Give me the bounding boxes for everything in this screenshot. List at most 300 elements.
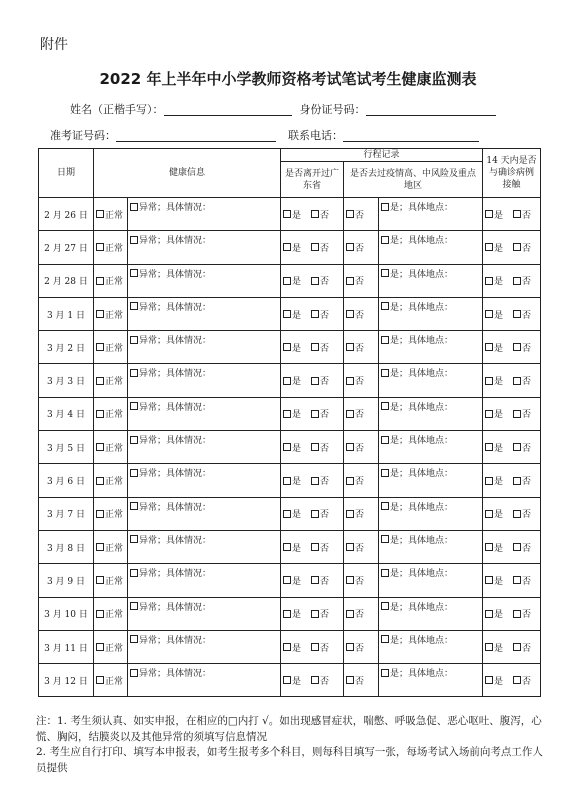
risk-area-no-checkbox[interactable] xyxy=(346,210,354,218)
contact-yes-checkbox[interactable] xyxy=(485,610,493,618)
date-cell: 3 月 7 日 xyxy=(39,497,94,530)
contact-options xyxy=(483,397,541,430)
abnormal-option[interactable] xyxy=(128,198,281,231)
contact-options xyxy=(483,597,541,630)
option-label: 异常；具体情况： xyxy=(139,635,212,646)
option-label: 是 xyxy=(292,643,302,654)
option-label: 异常；具体情况： xyxy=(139,302,212,313)
contact-no-checkbox[interactable] xyxy=(513,510,521,518)
option-label: 正常 xyxy=(105,643,124,654)
normal-option[interactable] xyxy=(94,431,128,464)
risk-area-no-option[interactable] xyxy=(344,630,379,663)
normal-option[interactable] xyxy=(94,264,128,297)
normal-option[interactable] xyxy=(94,331,128,364)
option-label: 否 xyxy=(355,277,365,288)
risk-area-yes-option[interactable] xyxy=(379,264,483,297)
abnormal-option[interactable] xyxy=(128,397,281,430)
abnormal-checkbox[interactable] xyxy=(130,369,138,377)
option-label: 是 xyxy=(292,343,302,354)
risk-area-yes-checkbox[interactable] xyxy=(381,569,389,577)
risk-area-no-checkbox[interactable] xyxy=(346,510,354,518)
normal-option[interactable] xyxy=(94,664,128,697)
risk-area-no-checkbox[interactable] xyxy=(346,576,354,584)
attachment-label: 附件 xyxy=(40,37,68,53)
option-label: 否 xyxy=(320,410,330,421)
risk-area-yes-option[interactable] xyxy=(379,497,483,530)
risk-area-yes-option[interactable] xyxy=(379,564,483,597)
left-guangdong-options xyxy=(281,198,344,231)
risk-area-no-option[interactable] xyxy=(344,397,379,430)
risk-area-yes-option[interactable] xyxy=(379,464,483,497)
left-guangdong-yes-checkbox[interactable] xyxy=(283,243,291,251)
option-label: 正常 xyxy=(105,377,124,388)
option-label: 否 xyxy=(355,343,365,354)
left-guangdong-no-checkbox[interactable] xyxy=(311,510,319,518)
risk-area-no-checkbox[interactable] xyxy=(346,343,354,351)
contact-yes-checkbox[interactable] xyxy=(485,410,493,418)
option-label: 否 xyxy=(320,643,330,654)
risk-area-yes-checkbox[interactable] xyxy=(381,203,389,211)
risk-area-no-checkbox[interactable] xyxy=(346,610,354,618)
option-label: 否 xyxy=(522,676,532,687)
option-label: 是；具体地点： xyxy=(390,669,454,680)
risk-area-yes-option[interactable] xyxy=(379,331,483,364)
contact-no-checkbox[interactable] xyxy=(513,576,521,584)
contact-options xyxy=(483,431,541,464)
option-label: 否 xyxy=(355,443,365,454)
option-label: 否 xyxy=(355,410,365,421)
left-guangdong-no-checkbox[interactable] xyxy=(311,210,319,218)
left-guangdong-options xyxy=(281,331,344,364)
contact-options xyxy=(483,364,541,397)
risk-area-no-checkbox[interactable] xyxy=(346,310,354,318)
risk-area-yes-checkbox[interactable] xyxy=(381,669,389,677)
left-guangdong-options xyxy=(281,464,344,497)
contact-options xyxy=(483,198,541,231)
left-guangdong-yes-checkbox[interactable] xyxy=(283,610,291,618)
normal-checkbox[interactable] xyxy=(96,576,104,584)
abnormal-option[interactable] xyxy=(128,497,281,530)
abnormal-option[interactable] xyxy=(128,297,281,330)
option-label: 否 xyxy=(320,443,330,454)
left-guangdong-no-checkbox[interactable] xyxy=(311,343,319,351)
left-guangdong-options xyxy=(281,264,344,297)
option-label: 否 xyxy=(522,310,532,321)
id-number-field[interactable] xyxy=(366,103,496,116)
abnormal-checkbox[interactable] xyxy=(130,535,138,543)
option-label: 否 xyxy=(522,543,532,554)
risk-area-no-option[interactable] xyxy=(344,497,379,530)
date-cell: 3 月 4 日 xyxy=(39,397,94,430)
option-label: 异常；具体情况： xyxy=(139,602,212,613)
abnormal-option[interactable] xyxy=(128,364,281,397)
risk-area-yes-option[interactable] xyxy=(379,664,483,697)
risk-area-no-option[interactable] xyxy=(344,597,379,630)
option-label: 是；具体地点： xyxy=(390,369,454,380)
ticket-number-field[interactable] xyxy=(116,129,276,142)
option-label: 否 xyxy=(355,377,365,388)
option-label: 否 xyxy=(320,543,330,554)
left-guangdong-yes-checkbox[interactable] xyxy=(283,443,291,451)
left-guangdong-no-checkbox[interactable] xyxy=(311,477,319,485)
left-guangdong-options xyxy=(281,397,344,430)
table-row xyxy=(39,431,541,464)
abnormal-checkbox[interactable] xyxy=(130,402,138,410)
risk-area-yes-option[interactable] xyxy=(379,397,483,430)
option-label: 异常；具体情况： xyxy=(139,535,212,546)
risk-area-yes-checkbox[interactable] xyxy=(381,369,389,377)
normal-option[interactable] xyxy=(94,464,128,497)
contact-options xyxy=(483,530,541,563)
left-guangdong-options xyxy=(281,431,344,464)
option-label: 否 xyxy=(522,377,532,388)
abnormal-checkbox[interactable] xyxy=(130,236,138,244)
table-row xyxy=(39,630,541,663)
contact-yes-checkbox[interactable] xyxy=(485,443,493,451)
option-label: 否 xyxy=(522,343,532,354)
option-label: 正常 xyxy=(105,410,124,421)
left-guangdong-no-checkbox[interactable] xyxy=(311,310,319,318)
option-label: 是 xyxy=(292,510,302,521)
risk-area-yes-option[interactable] xyxy=(379,431,483,464)
abnormal-checkbox[interactable] xyxy=(130,469,138,477)
abnormal-checkbox[interactable] xyxy=(130,203,138,211)
risk-area-no-option[interactable] xyxy=(344,231,379,264)
option-label: 否 xyxy=(522,610,532,621)
abnormal-checkbox[interactable] xyxy=(130,602,138,610)
abnormal-option[interactable] xyxy=(128,331,281,364)
contact-yes-checkbox[interactable] xyxy=(485,477,493,485)
contact-yes-checkbox[interactable] xyxy=(485,377,493,385)
option-label: 是 xyxy=(292,443,302,454)
normal-checkbox[interactable] xyxy=(96,343,104,351)
option-label: 否 xyxy=(522,410,532,421)
left-guangdong-yes-checkbox[interactable] xyxy=(283,477,291,485)
abnormal-option[interactable] xyxy=(128,564,281,597)
table-row xyxy=(39,364,541,397)
contact-yes-checkbox[interactable] xyxy=(485,243,493,251)
normal-checkbox[interactable] xyxy=(96,610,104,618)
abnormal-checkbox[interactable] xyxy=(130,269,138,277)
table-row xyxy=(39,231,541,264)
risk-area-yes-option[interactable] xyxy=(379,630,483,663)
left-guangdong-yes-checkbox[interactable] xyxy=(283,643,291,651)
contact-no-checkbox[interactable] xyxy=(513,310,521,318)
normal-option[interactable] xyxy=(94,397,128,430)
table-row xyxy=(39,397,541,430)
normal-checkbox[interactable] xyxy=(96,243,104,251)
name-label: 姓名（正楷手写）： xyxy=(70,103,164,116)
option-label: 异常；具体情况： xyxy=(139,269,212,280)
contact-options xyxy=(483,664,541,697)
abnormal-checkbox[interactable] xyxy=(130,569,138,577)
left-guangdong-yes-checkbox[interactable] xyxy=(283,543,291,551)
left-guangdong-yes-checkbox[interactable] xyxy=(283,310,291,318)
risk-area-yes-checkbox[interactable] xyxy=(381,469,389,477)
risk-area-no-option[interactable] xyxy=(344,564,379,597)
risk-area-no-checkbox[interactable] xyxy=(346,410,354,418)
left-guangdong-no-checkbox[interactable] xyxy=(311,243,319,251)
option-label: 是 xyxy=(494,543,504,554)
left-guangdong-yes-checkbox[interactable] xyxy=(283,676,291,684)
normal-option[interactable] xyxy=(94,231,128,264)
option-label: 否 xyxy=(355,310,365,321)
contact-no-checkbox[interactable] xyxy=(513,377,521,385)
normal-checkbox[interactable] xyxy=(96,410,104,418)
left-guangdong-yes-checkbox[interactable] xyxy=(283,277,291,285)
abnormal-option[interactable] xyxy=(128,530,281,563)
risk-area-no-checkbox[interactable] xyxy=(346,243,354,251)
name-field[interactable] xyxy=(164,103,292,116)
contact-no-checkbox[interactable] xyxy=(513,410,521,418)
risk-area-no-checkbox[interactable] xyxy=(346,443,354,451)
normal-option[interactable] xyxy=(94,198,128,231)
risk-area-yes-checkbox[interactable] xyxy=(381,436,389,444)
risk-area-yes-option[interactable] xyxy=(379,364,483,397)
contact-no-checkbox[interactable] xyxy=(513,443,521,451)
normal-checkbox[interactable] xyxy=(96,443,104,451)
option-label: 是；具体地点： xyxy=(390,269,454,280)
normal-checkbox[interactable] xyxy=(96,277,104,285)
normal-option[interactable] xyxy=(94,597,128,630)
contact-yes-checkbox[interactable] xyxy=(485,510,493,518)
table-row xyxy=(39,198,541,231)
option-label: 是 xyxy=(292,576,302,587)
risk-area-no-checkbox[interactable] xyxy=(346,543,354,551)
abnormal-option[interactable] xyxy=(128,231,281,264)
header-contact: 14 天内是否与确诊病例接触 xyxy=(483,149,541,198)
left-guangdong-no-checkbox[interactable] xyxy=(311,676,319,684)
risk-area-yes-option[interactable] xyxy=(379,530,483,563)
abnormal-checkbox[interactable] xyxy=(130,635,138,643)
option-label: 是 xyxy=(292,310,302,321)
abnormal-checkbox[interactable] xyxy=(130,669,138,677)
option-label: 正常 xyxy=(105,543,124,554)
risk-area-no-checkbox[interactable] xyxy=(346,676,354,684)
option-label: 否 xyxy=(355,543,365,554)
abnormal-checkbox[interactable] xyxy=(130,436,138,444)
contact-yes-checkbox[interactable] xyxy=(485,210,493,218)
option-label: 异常；具体情况： xyxy=(139,569,212,580)
contact-no-checkbox[interactable] xyxy=(513,243,521,251)
risk-area-no-checkbox[interactable] xyxy=(346,643,354,651)
risk-area-yes-checkbox[interactable] xyxy=(381,269,389,277)
normal-checkbox[interactable] xyxy=(96,676,104,684)
option-label: 否 xyxy=(522,210,532,221)
left-guangdong-no-checkbox[interactable] xyxy=(311,277,319,285)
risk-area-yes-checkbox[interactable] xyxy=(381,502,389,510)
left-guangdong-yes-checkbox[interactable] xyxy=(283,510,291,518)
contact-no-checkbox[interactable] xyxy=(513,676,521,684)
option-label: 正常 xyxy=(105,277,124,288)
header-left-guangdong: 是否离开过广东省 xyxy=(281,162,344,198)
option-label: 否 xyxy=(320,210,330,221)
risk-area-yes-checkbox[interactable] xyxy=(381,302,389,310)
contact-no-checkbox[interactable] xyxy=(513,643,521,651)
header-risk-area: 是否去过疫情高、中风险及重点地区 xyxy=(344,162,483,198)
option-label: 是 xyxy=(292,277,302,288)
left-guangdong-no-checkbox[interactable] xyxy=(311,543,319,551)
option-label: 否 xyxy=(355,477,365,488)
risk-area-yes-checkbox[interactable] xyxy=(381,402,389,410)
date-cell: 3 月 3 日 xyxy=(39,364,94,397)
left-guangdong-yes-checkbox[interactable] xyxy=(283,410,291,418)
normal-option[interactable] xyxy=(94,530,128,563)
contact-no-checkbox[interactable] xyxy=(513,610,521,618)
risk-area-no-option[interactable] xyxy=(344,530,379,563)
table-row xyxy=(39,530,541,563)
option-label: 异常；具体情况： xyxy=(139,369,212,380)
option-label: 正常 xyxy=(105,210,124,221)
phone-field[interactable] xyxy=(343,129,479,142)
option-label: 否 xyxy=(320,676,330,687)
option-label: 是 xyxy=(292,676,302,687)
option-label: 是；具体地点： xyxy=(390,535,454,546)
option-label: 否 xyxy=(320,377,330,388)
contact-no-checkbox[interactable] xyxy=(513,543,521,551)
normal-option[interactable] xyxy=(94,564,128,597)
option-label: 否 xyxy=(522,443,532,454)
contact-options xyxy=(483,464,541,497)
table-row xyxy=(39,297,541,330)
abnormal-option[interactable] xyxy=(128,630,281,663)
normal-checkbox[interactable] xyxy=(96,210,104,218)
option-label: 是；具体地点： xyxy=(390,402,454,413)
left-guangdong-no-checkbox[interactable] xyxy=(311,643,319,651)
contact-yes-checkbox[interactable] xyxy=(485,343,493,351)
form-title: 2022 年上半年中小学教师资格考试笔试考生健康监测表 xyxy=(99,70,477,88)
normal-checkbox[interactable] xyxy=(96,477,104,485)
risk-area-yes-checkbox[interactable] xyxy=(381,602,389,610)
option-label: 是；具体地点： xyxy=(390,635,454,646)
left-guangdong-yes-checkbox[interactable] xyxy=(283,343,291,351)
table-row xyxy=(39,464,541,497)
risk-area-yes-option[interactable] xyxy=(379,297,483,330)
contact-yes-checkbox[interactable] xyxy=(485,310,493,318)
normal-checkbox[interactable] xyxy=(96,310,104,318)
risk-area-yes-option[interactable] xyxy=(379,597,483,630)
option-label: 否 xyxy=(522,477,532,488)
contact-yes-checkbox[interactable] xyxy=(485,643,493,651)
left-guangdong-no-checkbox[interactable] xyxy=(311,610,319,618)
risk-area-no-option[interactable] xyxy=(344,364,379,397)
date-cell: 3 月 2 日 xyxy=(39,331,94,364)
left-guangdong-no-checkbox[interactable] xyxy=(311,410,319,418)
abnormal-checkbox[interactable] xyxy=(130,302,138,310)
option-label: 否 xyxy=(522,277,532,288)
contact-yes-checkbox[interactable] xyxy=(485,277,493,285)
option-label: 正常 xyxy=(105,477,124,488)
option-label: 是 xyxy=(292,243,302,254)
normal-checkbox[interactable] xyxy=(96,543,104,551)
contact-yes-checkbox[interactable] xyxy=(485,676,493,684)
option-label: 异常；具体情况： xyxy=(139,669,212,680)
contact-options xyxy=(483,297,541,330)
abnormal-option[interactable] xyxy=(128,664,281,697)
contact-yes-checkbox[interactable] xyxy=(485,576,493,584)
risk-area-no-checkbox[interactable] xyxy=(346,477,354,485)
abnormal-option[interactable] xyxy=(128,264,281,297)
normal-option[interactable] xyxy=(94,364,128,397)
contact-no-checkbox[interactable] xyxy=(513,210,521,218)
risk-area-no-option[interactable] xyxy=(344,198,379,231)
risk-area-yes-checkbox[interactable] xyxy=(381,635,389,643)
option-label: 是 xyxy=(494,576,504,587)
abnormal-checkbox[interactable] xyxy=(130,336,138,344)
date-cell: 3 月 12 日 xyxy=(39,664,94,697)
risk-area-yes-option[interactable] xyxy=(379,231,483,264)
option-label: 是 xyxy=(494,410,504,421)
option-label: 是 xyxy=(494,243,504,254)
left-guangdong-no-checkbox[interactable] xyxy=(311,576,319,584)
normal-option[interactable] xyxy=(94,297,128,330)
option-label: 否 xyxy=(320,243,330,254)
table-row xyxy=(39,564,541,597)
option-label: 否 xyxy=(320,277,330,288)
option-label: 是 xyxy=(494,310,504,321)
risk-area-no-checkbox[interactable] xyxy=(346,377,354,385)
header-travel: 行程记录 xyxy=(281,149,483,162)
risk-area-yes-checkbox[interactable] xyxy=(381,535,389,543)
contact-no-checkbox[interactable] xyxy=(513,277,521,285)
normal-option[interactable] xyxy=(94,630,128,663)
option-label: 是；具体地点： xyxy=(390,502,454,513)
option-label: 是 xyxy=(292,410,302,421)
option-label: 是 xyxy=(292,543,302,554)
risk-area-no-option[interactable] xyxy=(344,431,379,464)
option-label: 是 xyxy=(494,477,504,488)
abnormal-option[interactable] xyxy=(128,597,281,630)
risk-area-yes-option[interactable] xyxy=(379,198,483,231)
option-label: 是；具体地点： xyxy=(390,569,454,580)
risk-area-no-option[interactable] xyxy=(344,264,379,297)
option-label: 是；具体地点： xyxy=(390,336,454,347)
option-label: 是；具体地点： xyxy=(390,602,454,613)
risk-area-no-option[interactable] xyxy=(344,664,379,697)
normal-checkbox[interactable] xyxy=(96,377,104,385)
normal-checkbox[interactable] xyxy=(96,510,104,518)
left-guangdong-yes-checkbox[interactable] xyxy=(283,210,291,218)
contact-no-checkbox[interactable] xyxy=(513,343,521,351)
contact-options xyxy=(483,331,541,364)
risk-area-no-option[interactable] xyxy=(344,331,379,364)
abnormal-checkbox[interactable] xyxy=(130,502,138,510)
abnormal-option[interactable] xyxy=(128,431,281,464)
normal-option[interactable] xyxy=(94,497,128,530)
risk-area-yes-checkbox[interactable] xyxy=(381,336,389,344)
left-guangdong-options xyxy=(281,231,344,264)
contact-yes-checkbox[interactable] xyxy=(485,543,493,551)
left-guangdong-yes-checkbox[interactable] xyxy=(283,576,291,584)
phone-label: 联系电话： xyxy=(288,129,343,142)
contact-no-checkbox[interactable] xyxy=(513,477,521,485)
date-cell: 3 月 5 日 xyxy=(39,431,94,464)
abnormal-option[interactable] xyxy=(128,464,281,497)
option-label: 否 xyxy=(320,610,330,621)
left-guangdong-options xyxy=(281,297,344,330)
option-label: 正常 xyxy=(105,310,124,321)
risk-area-no-option[interactable] xyxy=(344,464,379,497)
risk-area-no-option[interactable] xyxy=(344,297,379,330)
normal-checkbox[interactable] xyxy=(96,643,104,651)
field-row-2 xyxy=(38,127,487,143)
left-guangdong-no-checkbox[interactable] xyxy=(311,443,319,451)
risk-area-yes-checkbox[interactable] xyxy=(381,236,389,244)
left-guangdong-no-checkbox[interactable] xyxy=(311,377,319,385)
left-guangdong-yes-checkbox[interactable] xyxy=(283,377,291,385)
option-label: 否 xyxy=(320,477,330,488)
risk-area-no-checkbox[interactable] xyxy=(346,277,354,285)
